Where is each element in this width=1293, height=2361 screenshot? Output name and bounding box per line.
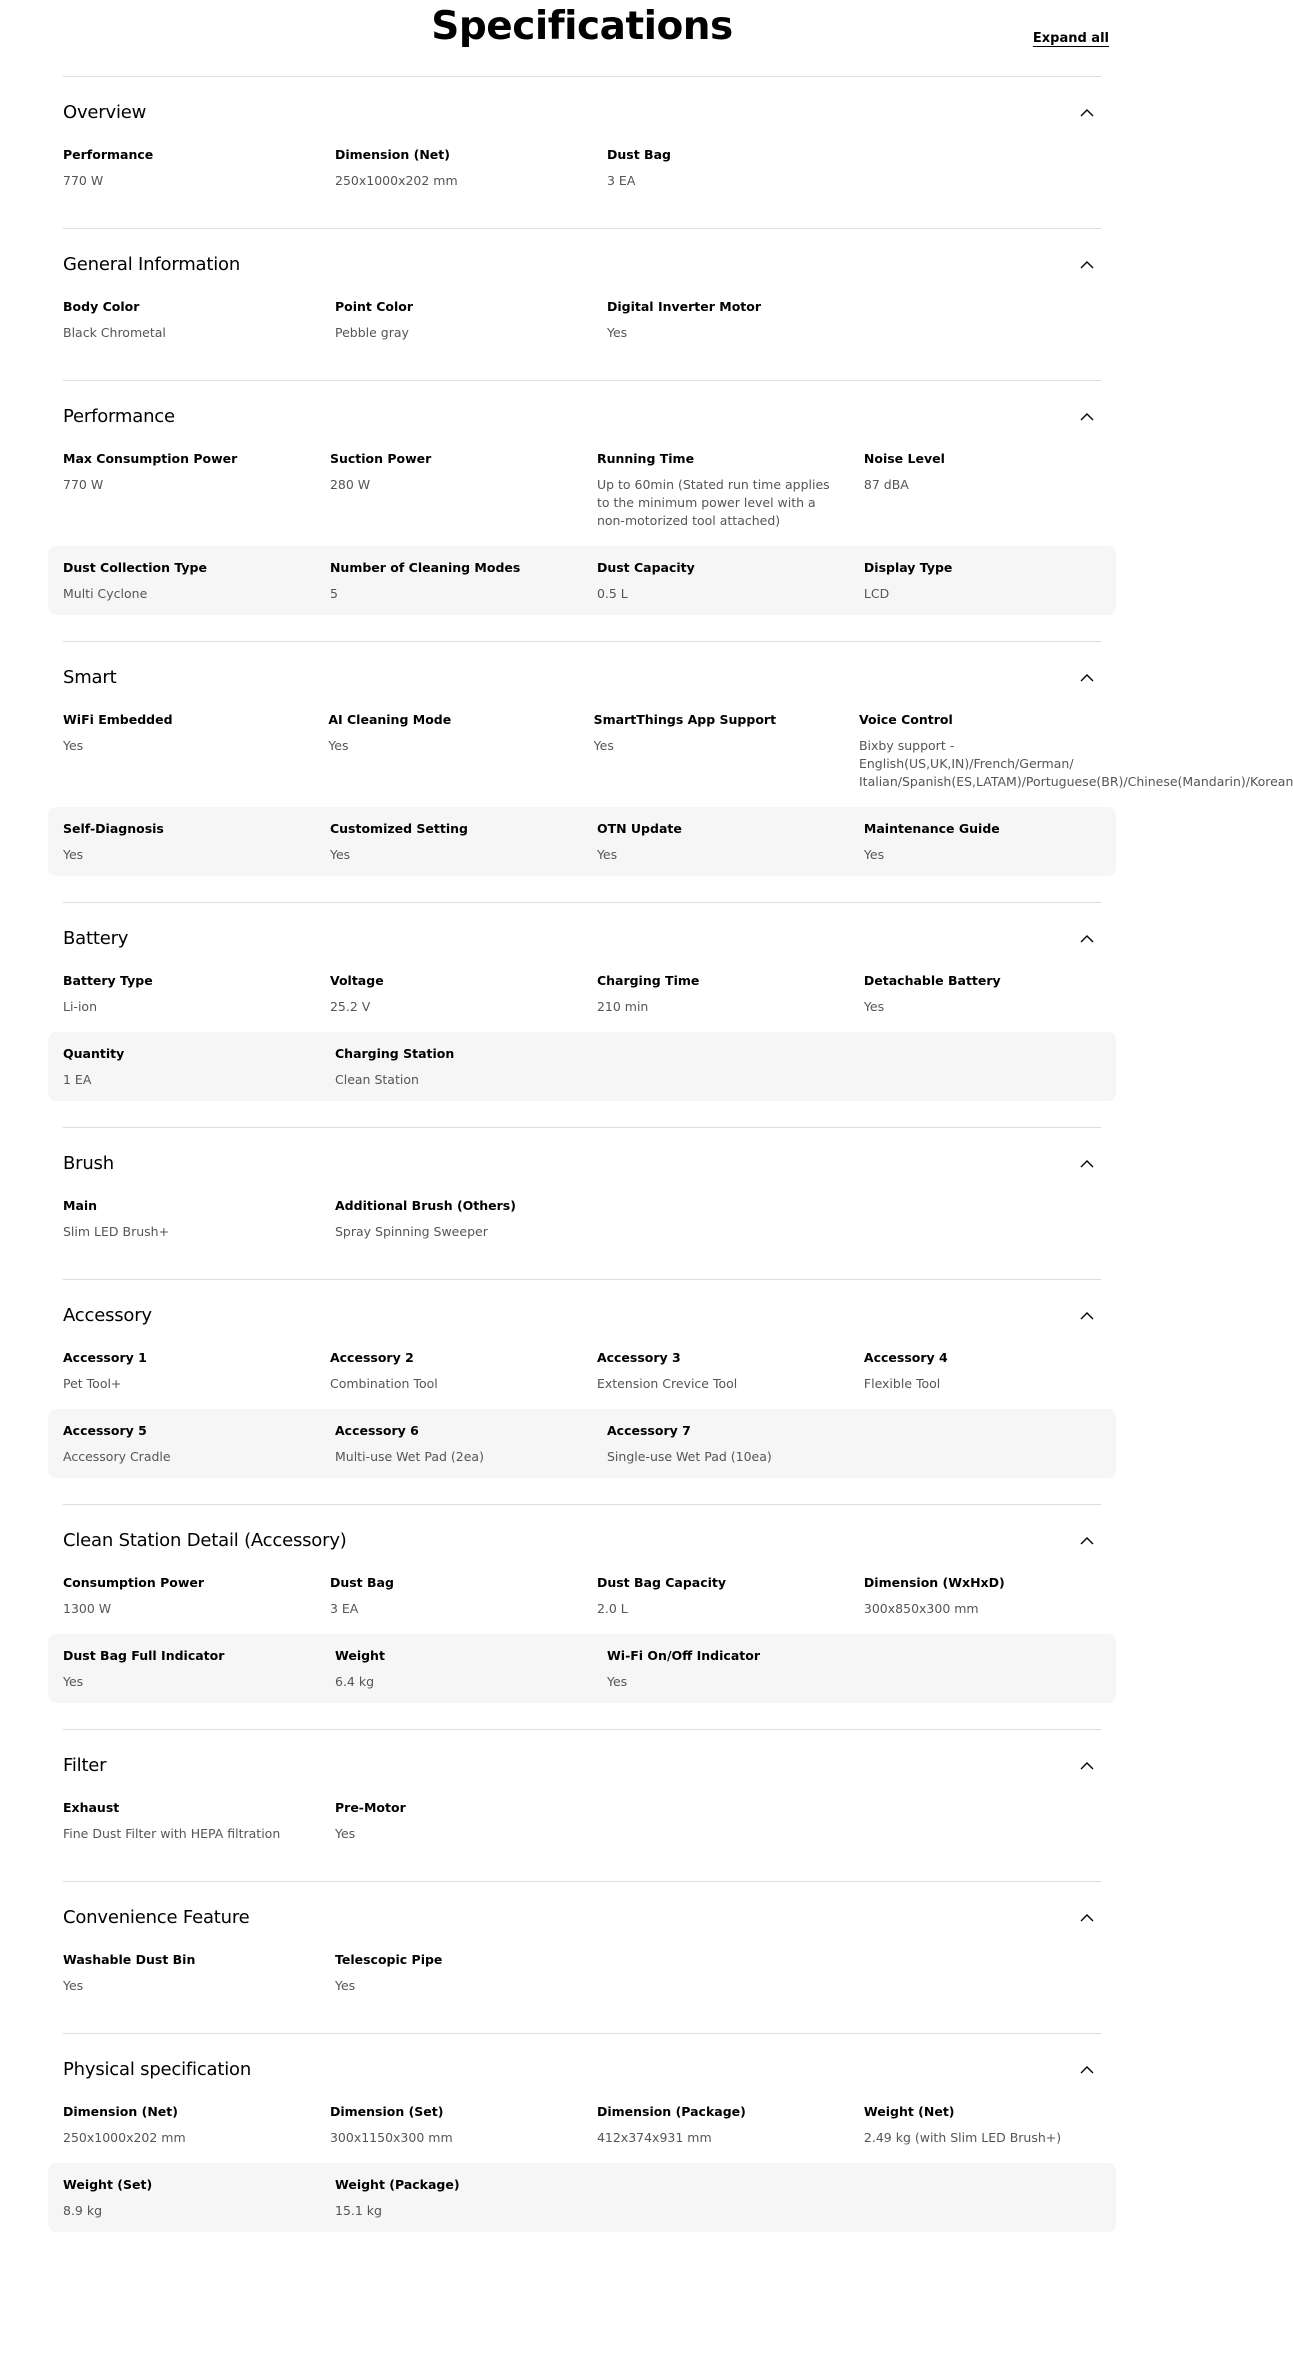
spec-value: 8.9 kg <box>63 2203 103 2218</box>
spec-label: Battery Type <box>63 973 153 988</box>
spec-label: Exhaust <box>63 1800 120 1815</box>
spec-label: WiFi Embedded <box>63 712 173 727</box>
spec-value: 300x1150x300 mm <box>329 2130 453 2145</box>
spec-label: Detachable Battery <box>863 973 1001 988</box>
spec-value: Yes <box>607 1674 628 1689</box>
spec-value: 1 EA <box>63 1072 92 1087</box>
spec-item <box>63 1951 335 1995</box>
expand-all-button[interactable]: Expand all <box>1032 31 1109 46</box>
spec-label: Running Time <box>596 451 695 466</box>
spec-value: Yes <box>329 847 351 862</box>
spec-value: Fine Dust Filter with HEPA filtration <box>63 1826 281 1841</box>
spec-label: Main <box>63 1198 98 1213</box>
section-title: Smart <box>63 667 117 688</box>
spec-label: Consumption Power <box>63 1575 205 1590</box>
spec-item <box>63 1574 330 1618</box>
spec-label: Performance <box>63 147 154 162</box>
spec-label: Weight <box>335 1648 385 1663</box>
spec-value: 2.0 L <box>596 1601 628 1616</box>
spec-label: Suction Power <box>329 451 432 466</box>
spec-section <box>63 76 1101 228</box>
section-header[interactable] <box>63 903 1101 972</box>
spec-item <box>328 711 593 791</box>
spec-item <box>335 1197 577 1241</box>
spec-label: Dimension (Package) <box>596 2104 746 2119</box>
spec-value: 412x374x931 mm <box>596 2130 712 2145</box>
section-header[interactable] <box>63 381 1101 450</box>
spec-value: 0.5 L <box>596 586 628 601</box>
section-header[interactable] <box>63 1882 1101 1951</box>
spec-label: Max Consumption Power <box>63 451 238 466</box>
spec-row <box>48 972 1116 1028</box>
spec-row <box>48 1574 1116 1630</box>
spec-item <box>335 2176 577 2220</box>
chevron-up-icon[interactable] <box>1079 1156 1095 1172</box>
spec-value: Yes <box>63 1978 84 1993</box>
section-title: Convenience Feature <box>63 1907 250 1928</box>
spec-item <box>63 972 330 1016</box>
spec-row <box>48 1197 1116 1253</box>
spec-value: 250x1000x202 mm <box>335 173 458 188</box>
spec-value: Combination Tool <box>329 1376 438 1391</box>
spec-rows <box>48 972 1116 1127</box>
spec-item <box>597 2103 864 2147</box>
spec-item <box>864 820 1101 864</box>
spec-value: LCD <box>863 586 890 601</box>
spec-label: Point Color <box>335 299 414 314</box>
spec-label: Accessory 5 <box>63 1423 147 1438</box>
chevron-up-icon[interactable] <box>1079 931 1095 947</box>
section-header[interactable] <box>63 1280 1101 1349</box>
spec-item <box>597 559 864 603</box>
spec-value: 6.4 kg <box>335 1674 375 1689</box>
chevron-up-icon[interactable] <box>1079 1758 1095 1774</box>
spec-item <box>63 559 330 603</box>
spec-value: 300x850x300 mm <box>863 1601 979 1616</box>
section-title: Clean Station Detail (Accessory) <box>63 1530 347 1551</box>
spec-value: 250x1000x202 mm <box>63 2130 186 2145</box>
spec-label: Additional Brush (Others) <box>335 1198 516 1213</box>
spec-section <box>63 380 1101 641</box>
spec-label: Accessory 3 <box>596 1350 681 1365</box>
spec-label: Weight (Set) <box>63 2177 153 2192</box>
spec-row <box>48 2163 1116 2232</box>
section-header[interactable] <box>63 229 1101 298</box>
spec-value: Yes <box>863 999 885 1014</box>
spec-label: Dimension (Net) <box>335 147 450 162</box>
spec-label: Accessory 6 <box>335 1423 419 1438</box>
spec-value: Flexible Tool <box>863 1376 941 1391</box>
spec-item <box>63 1799 335 1843</box>
spec-row <box>48 298 1116 354</box>
spec-label: Voice Control <box>858 712 953 727</box>
spec-value: 5 <box>329 586 338 601</box>
page-header <box>0 0 1164 76</box>
spec-label: OTN Update <box>596 821 682 836</box>
spec-item <box>335 1422 607 1466</box>
spec-row <box>48 711 1293 803</box>
spec-label: SmartThings App Support <box>593 712 777 727</box>
spec-item <box>335 146 607 190</box>
spec-label: Weight (Package) <box>335 2177 460 2192</box>
spec-item <box>864 972 1101 1016</box>
spec-value: 87 dBA <box>863 477 909 492</box>
spec-value: Yes <box>596 847 618 862</box>
section-title: Overview <box>63 102 147 123</box>
spec-item <box>63 1197 335 1241</box>
spec-value: Yes <box>607 325 628 340</box>
spec-label: Charging Station <box>335 1046 455 1061</box>
spec-label: Telescopic Pipe <box>335 1952 443 1967</box>
spec-item <box>63 1422 335 1466</box>
spec-label: Dimension (WxHxD) <box>863 1575 1005 1590</box>
spec-row <box>48 546 1116 615</box>
spec-label: Charging Time <box>596 973 700 988</box>
spec-label: Quantity <box>63 1046 125 1061</box>
chevron-up-icon[interactable] <box>1079 1533 1095 1549</box>
section-title: Physical specification <box>63 2059 252 2080</box>
spec-label: Display Type <box>863 560 953 575</box>
spec-item <box>597 820 864 864</box>
spec-item <box>335 298 607 342</box>
spec-row <box>48 1409 1116 1478</box>
spec-label: Dust Collection Type <box>63 560 207 575</box>
spec-item <box>858 711 1293 791</box>
spec-item <box>63 711 328 791</box>
spec-item <box>63 1647 335 1691</box>
spec-item <box>597 450 864 530</box>
spec-label: Body Color <box>63 299 140 314</box>
spec-item <box>335 1951 577 1995</box>
section-title: General Information <box>63 254 241 275</box>
spec-section <box>63 641 1293 902</box>
spec-item <box>330 2103 597 2147</box>
spec-value: Yes <box>335 1978 356 1993</box>
spec-item <box>63 146 335 190</box>
spec-row <box>48 450 1116 542</box>
spec-item <box>864 559 1101 603</box>
spec-item <box>63 2176 335 2220</box>
spec-section <box>63 1729 1101 1881</box>
spec-item <box>864 2103 1101 2147</box>
section-header[interactable] <box>63 1505 1101 1574</box>
spec-item <box>330 972 597 1016</box>
spec-value: Yes <box>593 738 614 753</box>
section-title: Filter <box>63 1755 107 1776</box>
section-title: Performance <box>63 406 175 427</box>
spec-label: AI Cleaning Mode <box>328 712 452 727</box>
spec-label: Accessory 1 <box>63 1350 147 1365</box>
spec-label: Pre-Motor <box>335 1800 406 1815</box>
spec-value: 3 EA <box>329 1601 359 1616</box>
section-header[interactable] <box>63 2034 1101 2103</box>
spec-value: Yes <box>63 738 84 753</box>
spec-value: Yes <box>63 1674 84 1689</box>
spec-item <box>330 1574 597 1618</box>
spec-label: Wi-Fi On/Off Indicator <box>607 1648 760 1663</box>
spec-item <box>607 1422 849 1466</box>
page-title: Specifications <box>431 4 733 49</box>
spec-rows <box>48 1951 1116 2033</box>
spec-rows <box>48 1349 1116 1504</box>
spec-section <box>63 1504 1101 1729</box>
spec-value: 2.49 kg (with Slim LED Brush+) <box>863 2130 1062 2145</box>
section-title: Brush <box>63 1153 114 1174</box>
spec-label: Customized Setting <box>329 821 468 836</box>
spec-item <box>330 1349 597 1393</box>
spec-value: Slim LED Brush+ <box>63 1224 170 1239</box>
spec-item <box>864 450 1101 530</box>
section-title: Battery <box>63 928 129 949</box>
spec-label: Dimension (Set) <box>329 2104 444 2119</box>
spec-label: Dust Bag Full Indicator <box>63 1648 225 1663</box>
spec-item <box>594 711 859 791</box>
spec-item <box>63 2103 330 2147</box>
spec-value: Yes <box>335 1826 356 1841</box>
spec-value: Accessory Cradle <box>63 1449 171 1464</box>
spec-item <box>864 1349 1101 1393</box>
spec-value: Pet Tool+ <box>63 1376 122 1391</box>
spec-label: Noise Level <box>863 451 945 466</box>
spec-value: Multi Cyclone <box>63 586 148 601</box>
spec-value: 770 W <box>63 477 104 492</box>
spec-value: Black Chrometal <box>63 325 166 340</box>
spec-row <box>48 1032 1116 1101</box>
spec-row <box>48 2103 1116 2159</box>
spec-row <box>48 1951 1116 2007</box>
spec-item <box>597 1349 864 1393</box>
spec-value: 770 W <box>63 173 104 188</box>
spec-label: Digital Inverter Motor <box>607 299 762 314</box>
section-header[interactable] <box>63 1128 1101 1197</box>
spec-label: Self-Diagnosis <box>63 821 164 836</box>
spec-item <box>335 1799 577 1843</box>
spec-item <box>63 820 330 864</box>
spec-item <box>63 1349 330 1393</box>
spec-value: Yes <box>63 847 84 862</box>
spec-item <box>63 1045 335 1089</box>
spec-label: Weight (Net) <box>863 2104 955 2119</box>
spec-value: Yes <box>863 847 885 862</box>
spec-item <box>335 1647 607 1691</box>
spec-value: Single-use Wet Pad (10ea) <box>607 1449 772 1464</box>
spec-item <box>335 1045 577 1089</box>
spec-item <box>597 972 864 1016</box>
spec-item <box>330 559 597 603</box>
chevron-up-icon[interactable] <box>1079 1910 1095 1926</box>
spec-section <box>63 902 1101 1127</box>
spec-label: Dust Bag <box>607 147 671 162</box>
spec-rows <box>48 1799 1116 1881</box>
spec-value: Yes <box>328 738 349 753</box>
spec-item <box>330 820 597 864</box>
spec-row <box>48 1349 1116 1405</box>
spec-rows <box>48 711 1293 902</box>
chevron-up-icon[interactable] <box>1079 105 1095 121</box>
section-header[interactable] <box>63 1730 1101 1799</box>
spec-label: Dust Bag Capacity <box>596 1575 727 1590</box>
spec-value: Li-ion <box>63 999 97 1014</box>
spec-rows <box>48 1197 1116 1279</box>
chevron-up-icon[interactable] <box>1079 409 1095 425</box>
spec-label: Accessory 4 <box>863 1350 948 1365</box>
spec-item <box>63 450 330 530</box>
spec-section <box>63 228 1101 380</box>
spec-label: Accessory 7 <box>607 1423 691 1438</box>
spec-item <box>63 298 335 342</box>
spec-row <box>48 807 1116 876</box>
section-header[interactable] <box>63 77 1101 146</box>
spec-label: Washable Dust Bin <box>63 1952 196 1967</box>
spec-section <box>63 2033 1101 2258</box>
spec-item <box>607 1647 849 1691</box>
spec-rows <box>48 146 1116 228</box>
section-title: Accessory <box>63 1305 152 1326</box>
spec-value: 1300 W <box>63 1601 112 1616</box>
spec-value: 15.1 kg <box>335 2203 382 2218</box>
spec-value: Bixby support - English(US,UK,IN)/French/German/ Italian/Spanish(ES,LATAM)/Portuguese(BR)/Chinese(Mandarin)/Korean <box>858 738 1293 789</box>
spec-value: Multi-use Wet Pad (2ea) <box>335 1449 484 1464</box>
spec-item <box>864 1574 1101 1618</box>
spec-value: Clean Station <box>335 1072 419 1087</box>
chevron-up-icon[interactable] <box>1079 670 1095 686</box>
spec-value: Spray Spinning Sweeper <box>335 1224 488 1239</box>
spec-value: 280 W <box>329 477 371 492</box>
spec-label: Dimension (Net) <box>63 2104 178 2119</box>
spec-rows <box>48 2103 1116 2258</box>
spec-label: Maintenance Guide <box>863 821 1000 836</box>
spec-sections <box>0 76 1293 2258</box>
spec-label: Accessory 2 <box>329 1350 414 1365</box>
spec-row <box>48 1634 1116 1703</box>
spec-item <box>597 1574 864 1618</box>
spec-section <box>63 1279 1101 1504</box>
chevron-up-icon[interactable] <box>1079 257 1095 273</box>
spec-value: Up to 60min (Stated run time applies to the minimum power level with a non-motorized tool attached) <box>596 477 830 528</box>
spec-label: Dust Bag <box>329 1575 394 1590</box>
section-header[interactable] <box>63 642 1101 711</box>
spec-label: Dust Capacity <box>596 560 695 575</box>
spec-value: Pebble gray <box>335 325 409 340</box>
spec-rows <box>48 450 1116 641</box>
spec-row <box>48 1799 1116 1855</box>
spec-label: Number of Cleaning Modes <box>329 560 521 575</box>
spec-label: Voltage <box>329 973 384 988</box>
spec-item <box>607 298 849 342</box>
spec-value: 210 min <box>596 999 649 1014</box>
spec-section <box>63 1127 1101 1279</box>
spec-value: Extension Crevice Tool <box>596 1376 738 1391</box>
spec-row <box>48 146 1116 202</box>
chevron-up-icon[interactable] <box>1079 2062 1095 2078</box>
spec-rows <box>48 1574 1116 1729</box>
spec-rows <box>48 298 1116 380</box>
spec-item <box>607 146 849 190</box>
spec-section <box>63 1881 1101 2033</box>
spec-value: 3 EA <box>607 173 636 188</box>
spec-item <box>330 450 597 530</box>
spec-value: 25.2 V <box>329 999 371 1014</box>
chevron-up-icon[interactable] <box>1079 1308 1095 1324</box>
